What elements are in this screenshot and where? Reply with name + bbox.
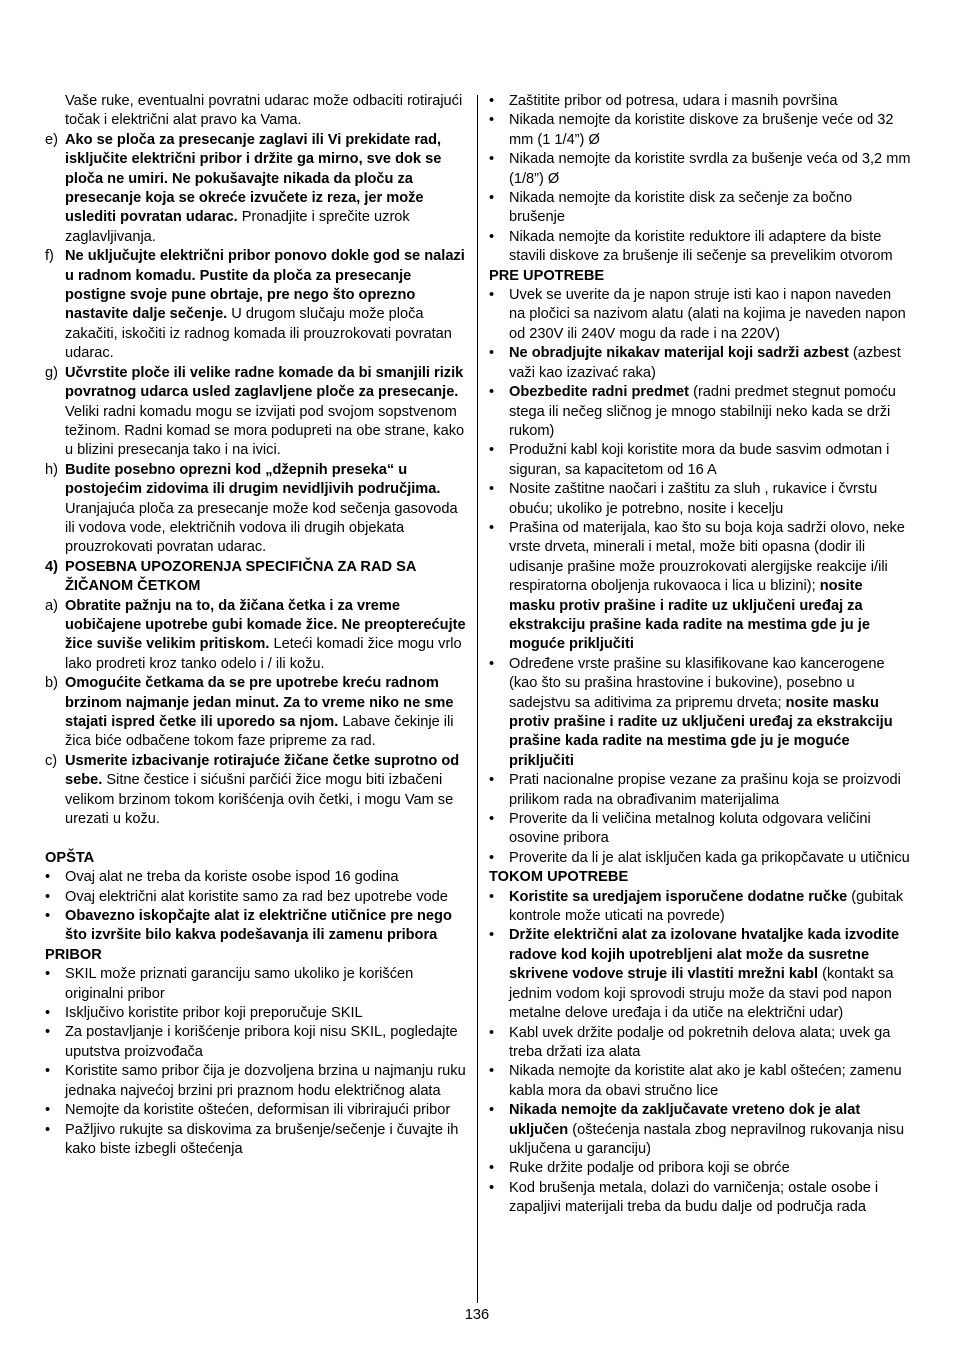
bullet-icon: • — [489, 228, 495, 245]
item-text — [509, 228, 911, 267]
list-item — [45, 461, 467, 558]
list-item — [45, 1004, 467, 1023]
item-bold-text: Nikada nemojte da zaključavate vreteno dok je alat uključen — [509, 1102, 861, 1138]
item-text — [509, 480, 911, 519]
kickback-warnings-list — [45, 131, 467, 558]
pre-upotrebe-list — [489, 286, 911, 868]
item-text — [509, 771, 911, 810]
list-item — [45, 131, 467, 247]
list-item — [489, 519, 911, 655]
bullet-icon: • — [489, 849, 495, 866]
item-plain-text: Prati nacionalne propise vezane za prašinu koja se proizvodi prilikom rada na obrađivanim materijalima — [509, 772, 901, 808]
bullet-icon: • — [489, 1179, 495, 1196]
item-bold-text: nosite masku protiv prašine i radite uz uključeni uređaj za ekstrakciju prašine kada radite na mestima gde ju je moguće priključiti — [509, 694, 893, 769]
list-item — [45, 1121, 467, 1160]
bullet-icon: • — [489, 519, 495, 536]
list-item — [45, 1101, 467, 1120]
list-item — [489, 849, 911, 868]
list-item — [489, 888, 911, 927]
item-letter: h) — [45, 461, 58, 478]
list-item — [45, 1023, 467, 1062]
bullet-icon: • — [45, 869, 51, 886]
item-plain-text: Nikada nemojte da koristite alat ako je kabl oštećen; zamenu kabla mora da obavi stručno lice — [509, 1063, 902, 1099]
bullet-icon: • — [45, 1121, 51, 1138]
bullet-icon: • — [489, 151, 495, 168]
item-plain-text: (radni predmet stegnut pomoću stega ili nečeg sličnog je mnogo stabilniji neko kada se drži rukom) — [509, 384, 896, 439]
item-text — [509, 849, 911, 868]
list-item — [489, 771, 911, 810]
item-text — [509, 286, 911, 344]
list-item — [489, 150, 911, 189]
list-item — [489, 286, 911, 344]
item-text — [65, 461, 467, 558]
list-item — [489, 1179, 911, 1218]
item-bold-text: Obratite pažnju na to, da žičana četka i za vreme uobičajene upotrebe gubi komade žice. Ne preopterećujte žice suviše velikim pritiskom. — [65, 597, 466, 653]
bullet-icon: • — [489, 1063, 495, 1080]
item-bold-text: Ako se ploča za presecanje zaglavi ili Vi prekidate rad, isključite električni pribor i držite ga mirno, sve dok se ploča ne umiri. Ne pokušavajte nikada da ploču za presecanje koja se okreće izvučete iz reza, jer može uslediti povratan udarac. — [65, 131, 442, 226]
item-bold-text: Ne obradjujte nikakav materijal koji sadrži azbest — [509, 345, 849, 362]
item-plain-lead: Prašina od materijala, kao što su boja koja sadrži olovo, neke vrste drveta, minerali i metal, može biti opasna (dodir ili udisanje prašine može prouzrokovati alergijske reakcije i/ili respiratorna oboljenja rukovaoca i lica u blizini); — [509, 519, 905, 595]
item-plain-text: (gubitak kontrole može uticati na povrede) — [509, 888, 904, 925]
item-text — [509, 111, 911, 150]
item-text — [509, 92, 911, 111]
item-plain-text: Zaštitite pribor od potresa, udara i masnih površina — [509, 93, 838, 109]
list-item — [489, 189, 911, 228]
list-item — [489, 1159, 911, 1178]
list-item — [489, 111, 911, 150]
item-plain-text: (kontakt sa jednim vodom koji sprovodi struju može da stavi pod napon metalne delove uređaja i da utiče na električni udar) — [509, 966, 894, 1022]
item-text — [65, 752, 467, 830]
bullet-icon: • — [489, 442, 495, 459]
list-item — [489, 655, 911, 771]
bullet-icon: • — [45, 908, 51, 925]
item-plain-text: Uvek se uverite da je napon struje isti kao i napon naveden na pločici sa nazivom alatu (alati na kojima je naveden napon od 230V ili 240V mogu da rade i na 220V) — [509, 287, 906, 342]
item-plain-text: (oštećenja nastala zbog nepravilnog rukovanja nisu uključena u garanciju) — [509, 1121, 905, 1157]
bullet-icon: • — [489, 384, 495, 401]
bullet-icon: • — [489, 112, 495, 129]
item-text — [65, 1121, 467, 1160]
item-plain-text: Pažljivo rukujte sa diskovima za brušenje/sečenje i čuvajte ih kako biste izbegli oštećenja — [65, 1121, 459, 1157]
item-bold-text: Učvrstite ploče ili velike radne komade da bi smanjili rizik povratnog udarca usled zaglavljene ploče za presecanje. — [65, 364, 464, 401]
item-text — [65, 868, 467, 887]
list-item — [489, 228, 911, 267]
item-letter: a) — [45, 597, 58, 614]
item-bold-text: Držite električni alat za izolovane hvataljke kada izvodite radove kod kojih upotrebljeni alat može da susretne skrivene vodove struje ili vlastiti mrežni kabl — [509, 927, 900, 983]
item-text — [65, 597, 467, 675]
list-item — [45, 1062, 467, 1101]
section-4-number: 4) — [45, 558, 58, 575]
item-plain-text: Kabl uvek držite podalje od pokretnih delova alata; uvek ga treba držati iza alata — [509, 1024, 891, 1060]
list-item — [489, 1062, 911, 1101]
bullet-icon: • — [489, 481, 495, 498]
bullet-icon: • — [489, 655, 495, 672]
item-text — [509, 1179, 911, 1218]
bullet-icon: • — [489, 1160, 495, 1177]
item-text — [65, 674, 467, 752]
bullet-icon: • — [489, 927, 495, 944]
list-item — [489, 92, 911, 111]
list-item — [489, 1101, 911, 1159]
item-text — [509, 1159, 911, 1178]
bullet-icon: • — [489, 345, 495, 362]
item-text — [65, 364, 467, 461]
bullet-icon: • — [45, 1005, 51, 1022]
item-plain-text: Sitne čestice i sićušni parčići žice mogu biti izbačeni velikom brzinom tokom korišćenja ovih četki, i mogu Vam se urezati u kožu. — [65, 772, 454, 828]
item-text — [509, 1024, 911, 1063]
item-text — [509, 344, 911, 383]
list-item — [45, 888, 467, 907]
item-letter: b) — [45, 675, 58, 692]
item-plain-text: Nemojte da koristite oštećen, deformisan ili vibrirajući pribor — [65, 1102, 451, 1119]
item-text — [509, 1101, 911, 1159]
list-item — [489, 1024, 911, 1063]
item-text — [65, 247, 467, 363]
bullet-icon: • — [45, 1102, 51, 1119]
bullet-icon: • — [489, 93, 495, 109]
bullet-icon: • — [45, 1024, 51, 1041]
item-text — [509, 383, 911, 441]
item-text — [65, 1004, 467, 1023]
item-plain-text: Nikada nemojte da koristite diskove za brušenje veće od 32 mm (1 1/4”) Ø — [509, 112, 894, 148]
bullet-icon: • — [45, 966, 51, 983]
pre-upotrebe-heading: PRE UPOTREBE — [489, 267, 605, 284]
item-plain-text: Ovaj alat ne treba da koriste osobe ispod 16 godina — [65, 869, 399, 886]
item-plain-text: Ovaj električni alat koristite samo za rad bez upotrebe vode — [65, 888, 448, 905]
item-text — [509, 189, 911, 228]
item-plain-text: SKIL može priznati garanciju samo ukoliko je korišćen originalni pribor — [65, 966, 414, 1002]
item-text — [65, 1101, 467, 1120]
left-column — [45, 92, 467, 1159]
item-plain-text: Nikada nemojte da koristite svrdla za bušenje veća od 3,2 mm (1/8”) Ø — [509, 151, 911, 187]
item-bold-text: Obezbedite radni predmet — [509, 384, 690, 401]
list-item — [489, 383, 911, 441]
item-plain-text: Leteći komadi žice mogu vrlo lako prodreti kroz tanko odelo i / ili kožu. — [65, 636, 462, 672]
item-bold-text: nosite masku protiv prašine i radite uz uključeni uređaj za ekstrakciju prašine kada radite na mestima gde ju je moguće priključiti — [509, 578, 870, 653]
item-plain-text: Produžni kabl koji koristite mora da bude sasvim odmotan i siguran, sa kapacitetom od 16 A — [509, 442, 890, 478]
list-item — [45, 364, 467, 461]
item-bold-text: Usmerite izbacivanje rotirajuće žičane četke suprotno od sebe. — [65, 752, 460, 789]
list-item — [45, 907, 467, 946]
item-letter: c) — [45, 752, 58, 769]
list-item — [45, 247, 467, 363]
item-plain-text: Isključivo koristite pribor koji preporučuje SKIL — [65, 1005, 363, 1022]
item-plain-text: Proverite da li veličina metalnog koluta odgovara veličini osovine pribora — [509, 811, 871, 847]
list-item — [489, 344, 911, 383]
item-text — [65, 888, 467, 907]
right-column — [489, 92, 911, 1218]
item-letter: g) — [45, 364, 58, 381]
item-plain-text: U drugom slučaju može ploča zakačiti, iskočiti iz radnog komada ili prouzrokovati povratan udarac. — [65, 306, 452, 362]
item-plain-text: Ruke držite podalje od pribora koji se obrće — [509, 1160, 790, 1177]
list-item — [45, 597, 467, 675]
bullet-icon: • — [489, 190, 495, 207]
item-plain-text: Koristite samo pribor čija je dozvoljena brzina u najmanju ruku jednaka najvećoj brzini pri praznom hodu električnog alata — [65, 1063, 466, 1099]
pribor-list — [45, 965, 467, 1159]
bullet-icon: • — [489, 772, 495, 789]
item-text — [509, 888, 911, 927]
column-divider — [477, 95, 478, 1303]
item-plain-text: Veliki radni komadu mogu se izvijati pod svojom sopstvenom težinom. Radni komad se mora poduprеti na obe strane, kako u blizini presecanja tako i na ivici. — [65, 403, 465, 459]
item-text — [509, 655, 911, 771]
bullet-icon: • — [45, 1063, 51, 1080]
list-item — [489, 480, 911, 519]
list-item — [45, 965, 467, 1004]
item-text — [65, 1023, 467, 1062]
list-item — [489, 926, 911, 1023]
item-text — [65, 907, 467, 946]
item-plain-lead: Određene vrste prašine su klasifikovane kao kancerogene (kao što su prašina hrastovine i bukovine), posebno u sadejstvu sa aditivima za pripremu drveta; — [509, 655, 885, 711]
tokom-upotrebe-list — [489, 888, 911, 1218]
item-plain-text: Kod brušenja metala, dolazi do varničenja; ostale osobe i zapaljivi materijali treba da budu dalje od područja rada — [509, 1179, 879, 1216]
section-4-heading — [45, 558, 467, 597]
item-plain-text: (azbest važi kao izazivać raka) — [509, 345, 901, 381]
item-bold-text: Budite posebno oprezni kod „džepnih preseka“ u postojećim zidovima ili drugim nevidljivih područjima. — [65, 461, 441, 498]
section-4-title: POSEBNA UPOZORENJA SPECIFIČNA ZA RAD SA ŽIČANOM ČETKOM — [65, 558, 416, 595]
list-item — [45, 752, 467, 830]
bullet-icon: • — [489, 811, 495, 828]
list-item — [489, 810, 911, 849]
item-plain-text: Labave čekinje ili žica biće odbačene tokom faze pripreme za rad. — [65, 714, 454, 750]
bullet-icon: • — [45, 888, 51, 905]
item-text — [509, 519, 911, 655]
bullet-icon: • — [489, 287, 495, 304]
item-bold-text: Koristite sa uredjajem isporučene dodatne ručke — [509, 888, 848, 905]
page-number: 136 — [464, 1307, 490, 1323]
item-bold-text: Omogućite četkama da se pre upotrebe kreću radnom brzinom najmanje jedan minut. Za to vreme niko ne sme stajati ispred četke ili uporedo sa njom. — [65, 675, 454, 730]
item-text — [65, 131, 467, 247]
list-item — [489, 441, 911, 480]
intro-text: Vaše ruke, eventualni povratni udarac može odbaciti rotirajući točak i električni alat pravo ka Vama. — [65, 93, 463, 129]
item-text — [65, 965, 467, 1004]
item-text — [509, 441, 911, 480]
bullet-icon: • — [489, 888, 495, 905]
item-plain-text: Proverite da li je alat isključen kada ga prikopčavate u utičnicu — [509, 849, 910, 866]
item-text — [65, 1062, 467, 1101]
pribor-list-continued — [489, 92, 911, 267]
item-text — [509, 926, 911, 1023]
wire-brush-warnings-list — [45, 597, 467, 830]
bullet-icon: • — [489, 1102, 495, 1119]
pribor-heading: PRIBOR — [45, 946, 102, 963]
item-plain-text: Nosite zaštitne naočari i zaštitu za sluh , rukavice i čvrstu obuću; ukoliko je potrebno, nosite i kecelju — [509, 481, 878, 517]
item-text — [509, 150, 911, 189]
item-plain-text: Za postavljanje i korišćenje pribora koji nisu SKIL, pogledajte uputstva proizvođača — [65, 1024, 458, 1060]
item-bold-text: Ne uključujte električni pribor ponovo dokle god se nalazi u radnom komadu. Pustite da ploča za presecanje postigne svoje pune obrtaje, pre nego što oprezno nastavite dalje sečenje. — [65, 248, 465, 323]
item-plain-text: Pronadjite i sprečite uzrok zaglavljivanja. — [65, 209, 410, 245]
item-plain-text: Uranjajuća ploča za presecanje može kod sečenja gasovoda ili vodova vode, električnih vodova ili drugih objekata prouzrokovati povratan udarac. — [65, 500, 458, 556]
opsta-heading: OPŠTA — [45, 849, 95, 866]
item-text — [509, 1062, 911, 1101]
tokom-upotrebe-heading: TOKOM UPOTREBE — [489, 869, 629, 886]
item-plain-text: Nikada nemojte da koristite reduktore ili adaptere da biste stavili diskove za brušenje ili sečenje sa prevelikim otvorom — [509, 228, 893, 265]
item-letter: f) — [45, 248, 54, 265]
opsta-list — [45, 868, 467, 946]
item-bold-text: Obavezno iskopčajte alat iz električne utičnice pre nego što izvršite bilo kakva podešavanja ili zamenu pribora — [65, 908, 452, 944]
list-item — [45, 868, 467, 887]
list-item — [45, 674, 467, 752]
item-letter: e) — [45, 131, 58, 148]
item-plain-text: Nikada nemojte da koristite disk za sečenje za bočno brušenje — [509, 190, 853, 226]
bullet-icon: • — [489, 1024, 495, 1041]
item-text — [509, 810, 911, 849]
